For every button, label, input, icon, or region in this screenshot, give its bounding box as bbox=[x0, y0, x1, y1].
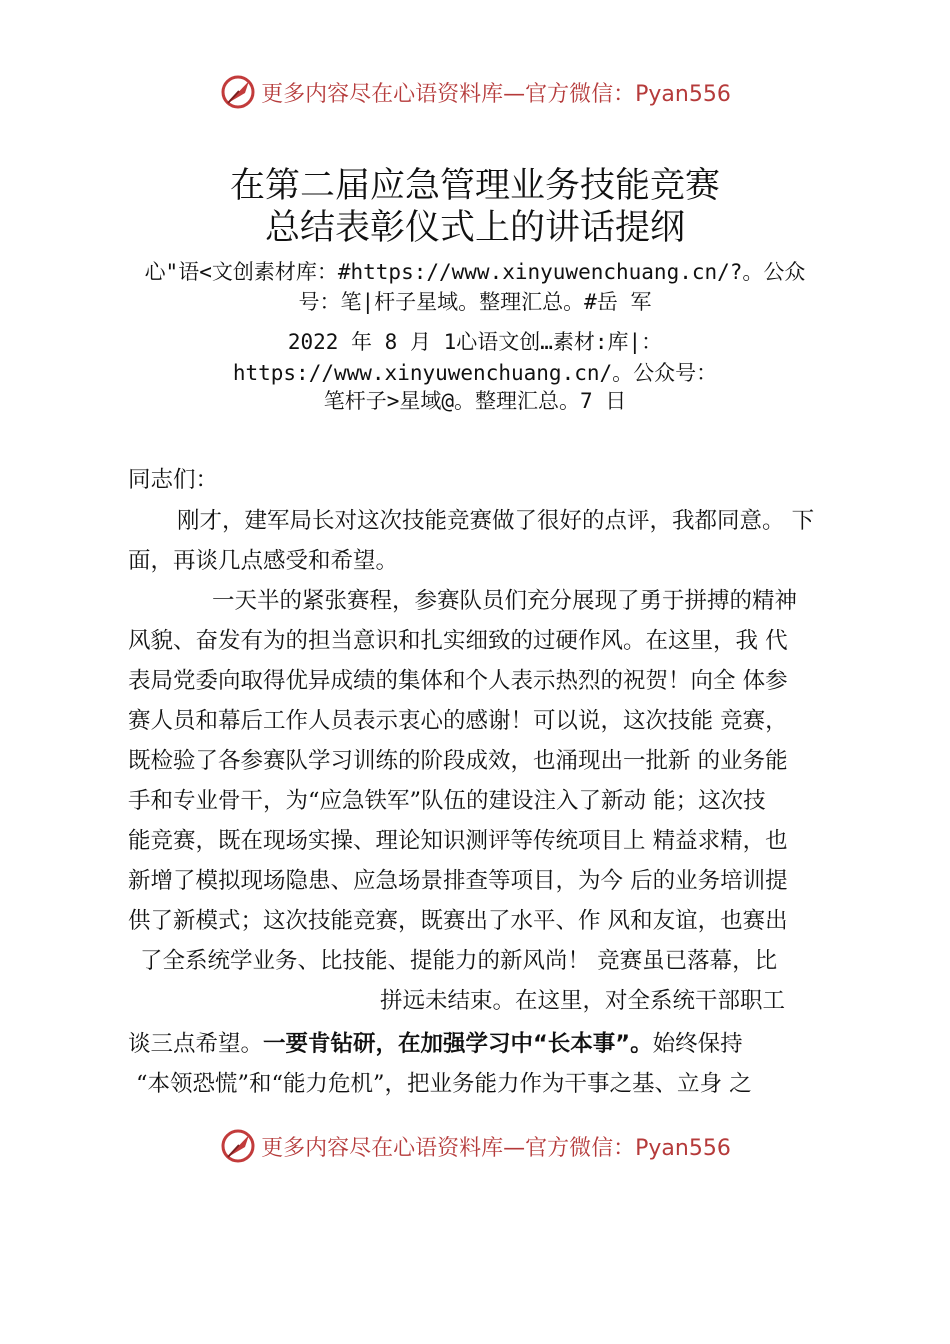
para3-bold: 一要肯钻研，在加强学习中“长本事”。 bbox=[263, 1031, 653, 1057]
salutation: 同志们： bbox=[128, 467, 219, 493]
para3-line bbox=[128, 1029, 743, 1059]
para2-line-2: 风貌、奋发有为的担当意识和扎实细致的过硬作风。在这里，我 代 bbox=[128, 628, 788, 654]
banner-text: 更多内容尽在心语资料库—官方微信：Pyan556 bbox=[261, 1135, 731, 1161]
meta-line-3: 2022 年 8 月 1心语文创…素材:库|： bbox=[287, 330, 663, 354]
title-line-2: 总结表彰仪式上的讲话提纲 bbox=[264, 208, 685, 248]
para2-line-7: 能竞赛，既在现场实操、理论知识测评等传统项目上 精益求精，也 bbox=[128, 828, 788, 854]
para2-line-11: 拼远未结束。在这里，对全系统干部职工 bbox=[380, 988, 786, 1014]
meta-line-4: https://www.xinyuwenchuang.cn/。公众号： bbox=[232, 361, 718, 385]
para4-line: “本领恐慌”和“能力危机”，把业务能力作为干事之基、立身 之 bbox=[136, 1071, 752, 1097]
header-banner bbox=[0, 70, 950, 114]
para2-line-1: 一天半的紧张赛程，参赛队员们充分展现了勇于拼搏的精神 bbox=[212, 588, 798, 614]
footer-banner bbox=[0, 1124, 950, 1168]
para2-line-10: 了全系统学业务、比技能、提能力的新风尚！ 竞赛虽已落幕，比 bbox=[140, 948, 778, 974]
meta-line-2: 号：笔|杆子星域。整理汇总。#岳 军 bbox=[298, 290, 652, 314]
para1-line-1: 刚才，建军局长对这次技能竞赛做了很好的点评，我都同意。 下 bbox=[177, 508, 815, 534]
meta-line-5: 笔杆子>星域@。整理汇总。7 日 bbox=[323, 389, 627, 413]
quill-logo-icon bbox=[219, 73, 257, 111]
meta-line-1: 心"语<文创素材库：#https://www.xinyuwenchuang.cn/?。公众 bbox=[144, 260, 806, 284]
title-line-1: 在第二届应急管理业务技能竞赛 bbox=[229, 166, 720, 206]
para3-post: 始终保持 bbox=[652, 1031, 743, 1057]
para1-line-2: 面，再谈几点感受和希望。 bbox=[128, 548, 399, 574]
para2-line-5: 既检验了各参赛队学习训练的阶段成效，也涌现出一批新 的业务能 bbox=[128, 748, 788, 774]
para3-pre: 谈三点希望。 bbox=[128, 1031, 264, 1057]
banner-text: 更多内容尽在心语资料库—官方微信：Pyan556 bbox=[261, 81, 731, 107]
quill-logo-icon bbox=[219, 1127, 257, 1165]
para2-line-3: 表局党委向取得优异成绩的集体和个人表示热烈的祝贺！向全 体参 bbox=[128, 668, 788, 694]
para2-line-4: 赛人员和幕后工作人员表示衷心的感谢！可以说，这次技能 竞赛， bbox=[128, 708, 788, 734]
para2-line-6: 手和专业骨干，为“应急铁军”队伍的建设注入了新动 能；这次技 bbox=[128, 788, 766, 814]
para2-line-9: 供了新模式；这次技能竞赛，既赛出了水平、作 风和友谊，也赛出 bbox=[128, 908, 788, 934]
para2-line-8: 新增了模拟现场隐患、应急场景排查等项目，为今 后的业务培训提 bbox=[128, 868, 788, 894]
